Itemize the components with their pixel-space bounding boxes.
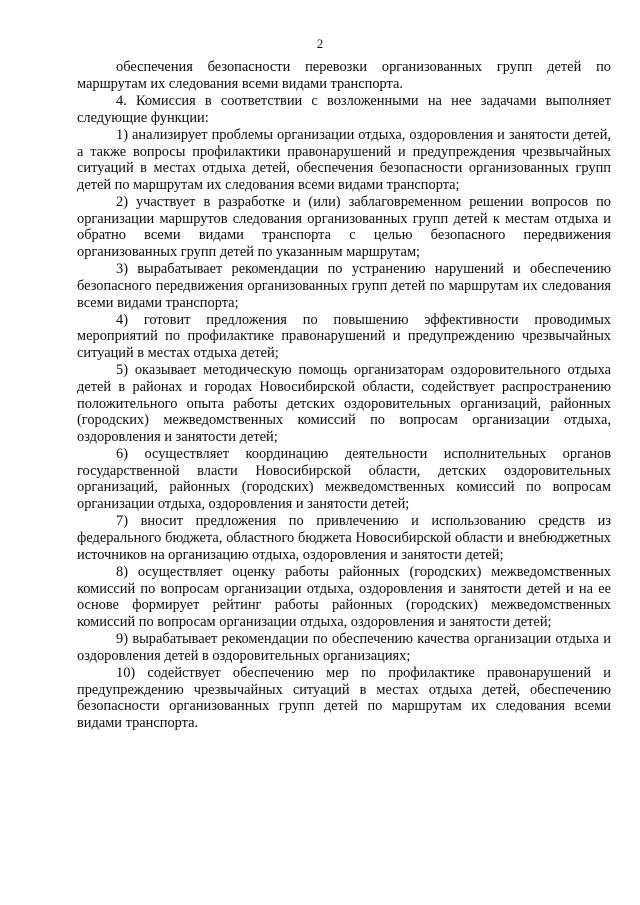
paragraph-item-4: 4) готовит предложения по повышению эффективности проводимых мероприятий по профилактике правонарушений и предупреждению чрезвычайных ситуаций в местах отдыха детей;	[77, 311, 611, 362]
paragraph-item-3: 3) вырабатывает рекомендации по устранению нарушений и обеспечению безопасного передвижения организованных групп детей по маршрутам их следования всеми видами транспорта;	[77, 261, 611, 311]
paragraph-item-8: 8) осуществляет оценку работы районных (городских) межведомственных комиссий по вопросам организации отдыха, оздоровления и занятости детей и на ее основе формирует рейтинг работы районных (городских) межведомственных комиссий по вопросам организации отдыха, оздоровления и занятости детей;	[77, 563, 611, 630]
paragraph-item-2: 2) участвует в разработке и (или) заблаговременном решении вопросов по организации маршрутов следования организованных групп детей к местам отдыха и обратно всеми видами транспорта с целью безопасного передвижения организованных групп детей по указанным маршрутам;	[77, 194, 611, 260]
paragraph-item-5: 5) оказывает методическую помощь организаторам оздоровительного отдыха детей в районах и городах Новосибирской области, содействует распространению положительного опыта работы детских оздоровительных организаций, районных (городских) межведомственных комиссий по вопросам организации отдыха, оздоровления и занятости детей;	[77, 362, 611, 445]
paragraph-item-9: 9) вырабатывает рекомендации по обеспечению качества организации отдыха и оздоровления детей в оздоровительных организациях;	[77, 631, 611, 664]
paragraph-clause-4: 4. Комиссия в соответствии с возложенными на нее задачами выполняет следующие функции:	[77, 92, 611, 126]
paragraph-continuation: обеспечения безопасности перевозки организованных групп детей по маршрутам их следования всеми видами транспорта.	[77, 59, 611, 92]
paragraph-item-10: 10) содействует обеспечению мер по профилактике правонарушений и предупреждению чрезвычайных ситуаций в местах отдыха детей, обеспечению безопасности организованных групп детей по маршрутам их следования всеми видами транспорта.	[77, 665, 611, 731]
page-number: 2	[316, 36, 324, 51]
paragraph-item-1: 1) анализирует проблемы организации отдыха, оздоровления и занятости детей, а также вопросы профилактики правонарушений и предупреждения чрезвычайных ситуаций в местах отдыха детей, обеспечения безопасности организованных групп детей по маршрутам их следования всеми видами транспорта;	[77, 126, 611, 193]
paragraph-item-7: 7) вносит предложения по привлечению и использованию средств из федерального бюджета, областного бюджета Новосибирской области и внебюджетных источников на организацию отдыха, оздоровления и занятости детей;	[77, 513, 611, 563]
paragraph-item-6: 6) осуществляет координацию деятельности исполнительных органов государственной власти Новосибирской области, детских оздоровительных организаций, районных (городских) межведомственных комиссий по вопросам организации отдыха, оздоровления и занятости детей;	[77, 446, 611, 513]
document-body	[77, 59, 611, 732]
